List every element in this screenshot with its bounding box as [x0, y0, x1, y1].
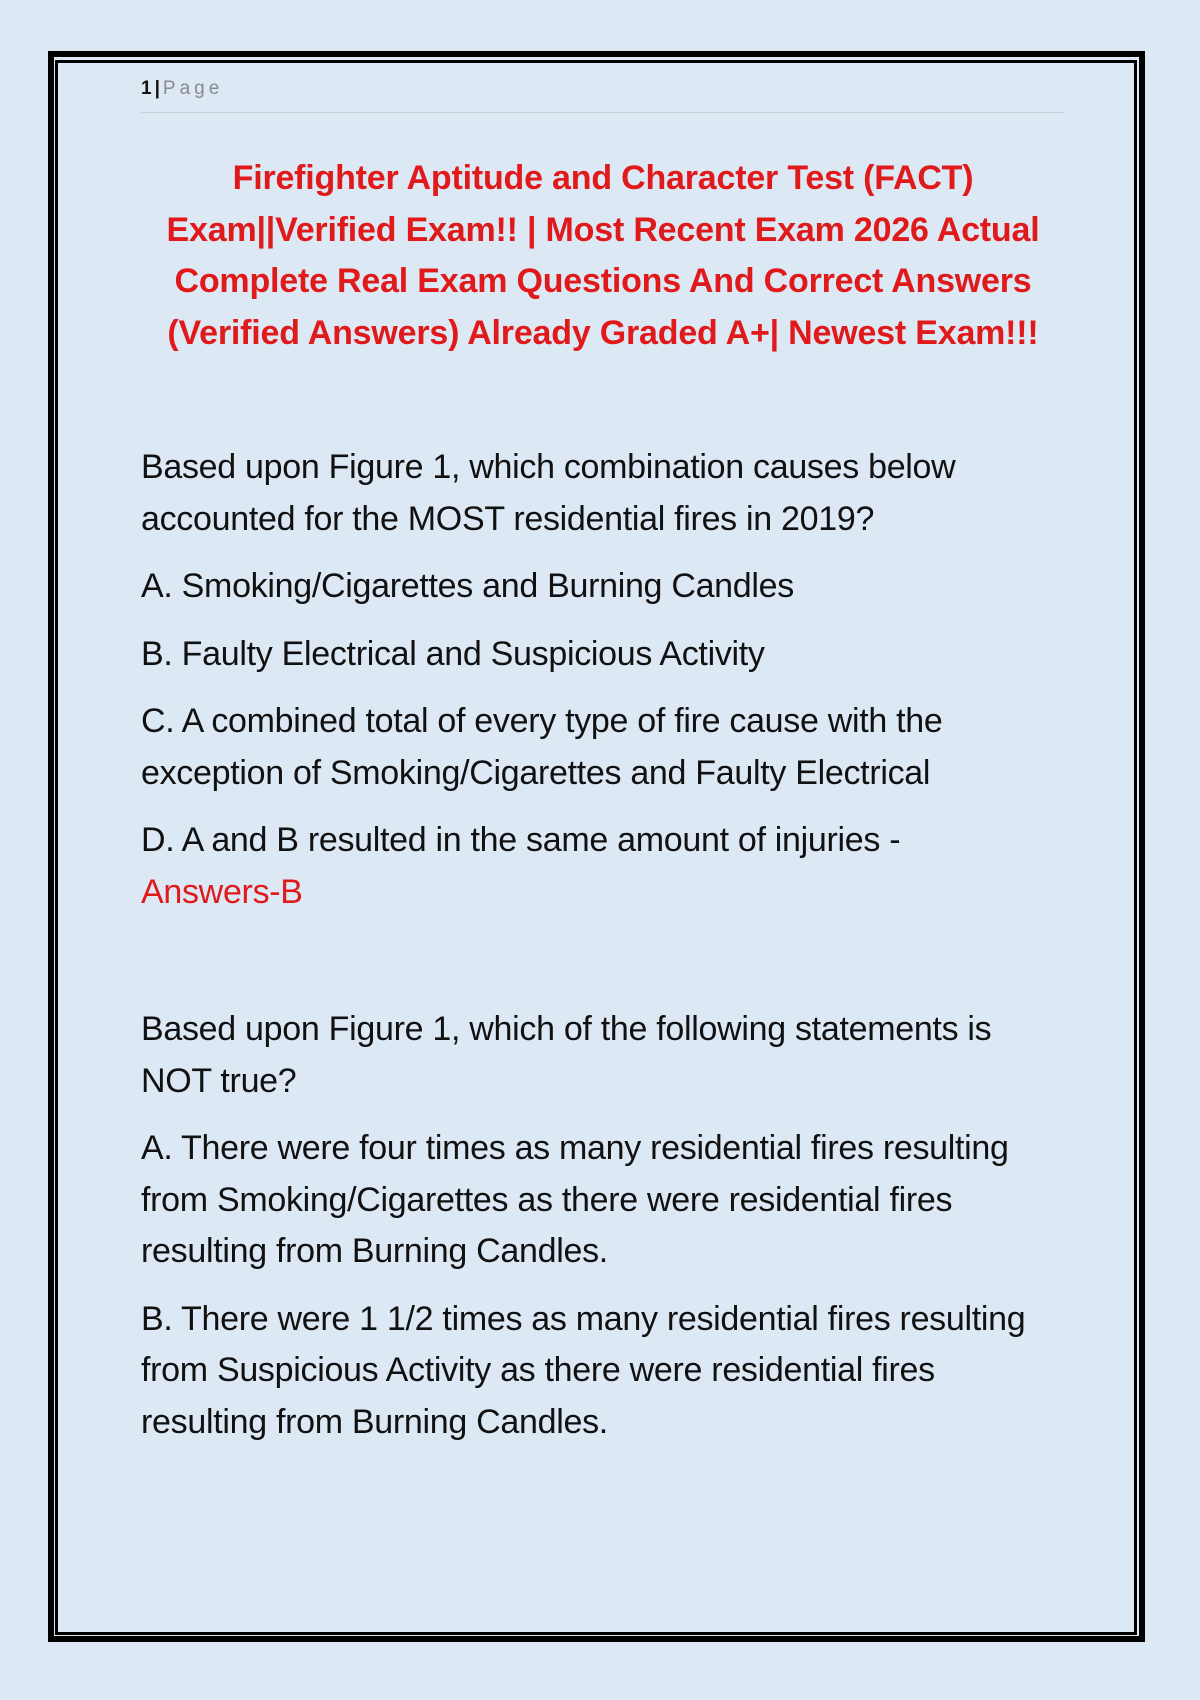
option-a: A. There were four times as many residential fires resulting from Smoking/Cigarettes as there were residential fires resulting from Burning Candles.	[141, 1129, 1009, 1270]
option-a: A. Smoking/Cigarettes and Burning Candles	[141, 567, 794, 605]
option-b: B. Faulty Electrical and Suspicious Activity	[141, 634, 765, 673]
title-line: Exam||Verified Exam!! | Most Recent Exam 2026 Actual	[166, 210, 1040, 249]
page-number: 1	[141, 78, 152, 99]
page-content	[141, 78, 1065, 1448]
page-separator: |	[154, 78, 160, 99]
title-line: (Verified Answers) Already Graded A+| Newest Exam!!!	[167, 313, 1039, 352]
option-d: D. A and B resulted in the same amount of injuries -	[141, 821, 901, 859]
option-c: C. A combined total of every type of fire cause with the exception of Smoking/Cigarettes and Faulty Electrical	[141, 702, 943, 792]
option-b: B. There were 1 1/2 times as many residential fires resulting from Suspicious Activity as there were residential fires resulting from Burning Candles.	[141, 1299, 1026, 1441]
answer-text: Answers-B	[141, 872, 303, 911]
title-line: Firefighter Aptitude and Character Test (FACT)	[232, 159, 974, 197]
page-label: Page	[162, 78, 224, 99]
question-1	[141, 442, 1065, 918]
title-line: Complete Real Exam Questions And Correct Answers	[174, 262, 1032, 300]
option-d-with-answer	[141, 815, 1065, 918]
document-title	[141, 153, 1065, 359]
question-prompt: Based upon Figure 1, which combination causes below accounted for the MOST residential fires in 2019?	[141, 448, 956, 538]
question-2	[141, 1004, 1065, 1448]
page-header	[141, 78, 1065, 113]
question-prompt: Based upon Figure 1, which of the following statements is NOT true?	[141, 1010, 992, 1100]
